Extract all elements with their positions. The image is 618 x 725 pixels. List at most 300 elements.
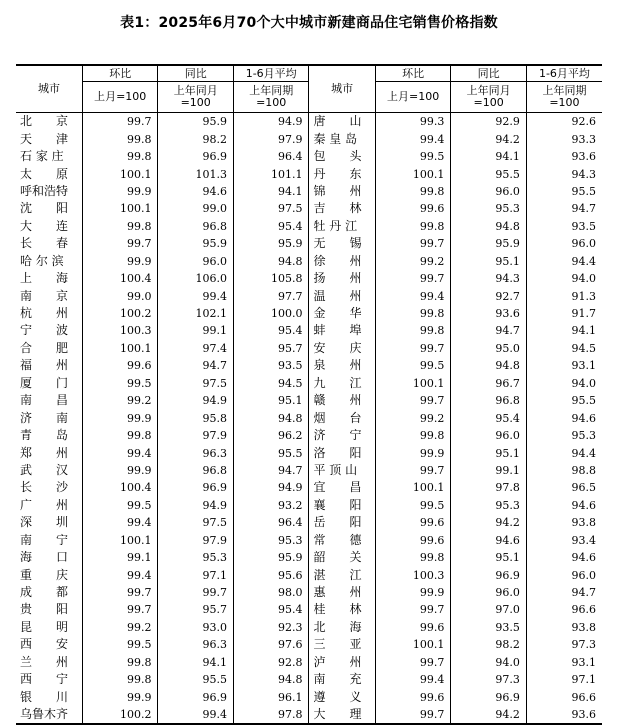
avg-value-right: 96.5	[526, 479, 602, 496]
city-name-left: 厦 门	[20, 375, 69, 390]
yoy-value-left: 99.4	[158, 287, 234, 304]
mom-value-right: 99.7	[375, 340, 451, 357]
avg-value-left: 97.7	[233, 287, 309, 304]
avg-value-left: 95.4	[233, 601, 309, 618]
yoy-value-right: 95.1	[451, 253, 527, 270]
city-name-right: 桂 林	[309, 601, 375, 618]
avg-value-right: 95.5	[526, 392, 602, 409]
yoy-value-left: 94.7	[158, 357, 234, 374]
city-name-right: 烟 台	[309, 409, 375, 426]
table-row	[16, 165, 602, 182]
mom-value-left: 100.2	[82, 706, 158, 724]
avg-value-left: 94.5	[233, 375, 309, 392]
mom-value-left: 100.1	[82, 165, 158, 182]
city-name-right: 无 锡	[309, 235, 375, 252]
city-name-right: 岳 阳	[309, 514, 375, 531]
mom-value-right: 99.8	[375, 183, 451, 200]
yoy-value-left: 98.2	[158, 130, 234, 147]
avg-value-right: 94.4	[526, 253, 602, 270]
yoy-value-right: 94.3	[451, 270, 527, 287]
mom-value-left: 99.2	[82, 619, 158, 636]
mom-value-right: 99.6	[375, 532, 451, 549]
yoy-value-right: 95.1	[451, 444, 527, 461]
mom-value-left: 99.7	[82, 584, 158, 601]
mom-value-right: 99.7	[375, 392, 451, 409]
city-name-right: 金 华	[309, 305, 375, 322]
yoy-value-left: 94.9	[158, 497, 234, 514]
city-name-right: 遵 义	[309, 688, 375, 705]
city-name-left: 合 肥	[20, 340, 69, 355]
mom-value-right: 100.1	[375, 375, 451, 392]
yoy-value-right: 96.9	[451, 688, 527, 705]
yoy-value-left: 99.1	[158, 322, 234, 339]
avg-value-left: 92.3	[233, 619, 309, 636]
avg-value-left: 95.4	[233, 322, 309, 339]
table-row	[16, 218, 602, 235]
yoy-value-left: 96.8	[158, 462, 234, 479]
yoy-value-left: 97.1	[158, 566, 234, 583]
mom-value-left: 99.2	[82, 392, 158, 409]
yoy-value-right: 93.5	[451, 619, 527, 636]
avg-value-left: 95.1	[233, 392, 309, 409]
avg-value-left: 94.8	[233, 671, 309, 688]
avg-header-right: 1-6月平均	[526, 65, 602, 82]
table-row	[16, 619, 602, 636]
yoy-value-right: 96.9	[451, 566, 527, 583]
yoy-value-right: 94.1	[451, 148, 527, 165]
yoy-value-right: 94.2	[451, 130, 527, 147]
mom-value-right: 99.4	[375, 287, 451, 304]
mom-value-right: 99.8	[375, 305, 451, 322]
mom-value-right: 99.2	[375, 409, 451, 426]
table-row	[16, 654, 602, 671]
mom-value-left: 99.7	[82, 601, 158, 618]
yoy-value-left: 95.9	[158, 235, 234, 252]
avg-value-left: 96.1	[233, 688, 309, 705]
yoy-value-right: 95.0	[451, 340, 527, 357]
table-title: 表1：2025年6月70个大中城市新建商品住宅销售价格指数	[120, 15, 498, 31]
city-name-right: 平 顶 山	[309, 462, 375, 479]
yoy-value-left: 96.9	[158, 148, 234, 165]
avg-value-left: 95.4	[233, 218, 309, 235]
avg-value-left: 94.7	[233, 462, 309, 479]
table-row	[16, 584, 602, 601]
mom-base-left: 上月=100	[82, 82, 158, 113]
yoy-value-left: 94.1	[158, 654, 234, 671]
city-name-right: 蚌 埠	[309, 322, 375, 339]
avg-value-right: 94.5	[526, 340, 602, 357]
mom-value-left: 99.0	[82, 287, 158, 304]
mom-value-left: 99.9	[82, 409, 158, 426]
table-row	[16, 409, 602, 426]
mom-value-right: 99.9	[375, 584, 451, 601]
avg-value-left: 97.5	[233, 200, 309, 217]
table-row	[16, 706, 602, 724]
yoy-value-left: 101.3	[158, 165, 234, 182]
mom-value-right: 99.7	[375, 462, 451, 479]
table-row	[16, 462, 602, 479]
yoy-value-left: 95.7	[158, 601, 234, 618]
avg-value-left: 96.2	[233, 427, 309, 444]
avg-value-right: 91.7	[526, 305, 602, 322]
avg-value-left: 95.7	[233, 340, 309, 357]
yoy-value-right: 95.3	[451, 497, 527, 514]
avg-value-right: 94.4	[526, 444, 602, 461]
city-name-right: 济 宁	[309, 427, 375, 444]
yoy-value-right: 94.2	[451, 706, 527, 724]
avg-value-left: 95.9	[233, 235, 309, 252]
yoy-value-left: 96.8	[158, 218, 234, 235]
mom-value-left: 99.8	[82, 148, 158, 165]
yoy-value-left: 97.9	[158, 427, 234, 444]
city-name-left: 天 津	[20, 131, 69, 146]
yoy-value-left: 95.8	[158, 409, 234, 426]
yoy-value-right: 94.6	[451, 532, 527, 549]
avg-value-right: 93.6	[526, 148, 602, 165]
mom-value-right: 99.6	[375, 688, 451, 705]
mom-value-left: 99.9	[82, 688, 158, 705]
yoy-value-left: 96.9	[158, 688, 234, 705]
mom-value-left: 99.9	[82, 183, 158, 200]
city-name-right: 徐 州	[309, 253, 375, 270]
yoy-value-right: 96.8	[451, 392, 527, 409]
mom-value-right: 99.6	[375, 619, 451, 636]
table-row	[16, 601, 602, 618]
mom-value-right: 99.7	[375, 601, 451, 618]
city-name-right: 常 德	[309, 532, 375, 549]
yoy-value-right: 94.7	[451, 322, 527, 339]
avg-value-left: 101.1	[233, 165, 309, 182]
mom-value-right: 99.4	[375, 130, 451, 147]
avg-value-right: 94.1	[526, 322, 602, 339]
table-row	[16, 340, 602, 357]
yoy-value-right: 96.0	[451, 584, 527, 601]
mom-value-left: 99.9	[82, 462, 158, 479]
table-row	[16, 636, 602, 653]
yoy-value-left: 95.3	[158, 549, 234, 566]
mom-value-right: 100.1	[375, 165, 451, 182]
table-header	[16, 65, 602, 113]
avg-base-right: 上年同期 =100	[526, 82, 602, 113]
city-name-left: 福 州	[20, 358, 69, 373]
yoy-value-left: 95.5	[158, 671, 234, 688]
yoy-value-right: 97.3	[451, 671, 527, 688]
table-row	[16, 688, 602, 705]
mom-value-left: 99.7	[82, 113, 158, 131]
city-name-left: 呼和浩特	[20, 183, 69, 198]
table-row	[16, 497, 602, 514]
avg-value-right: 93.3	[526, 130, 602, 147]
avg-value-right: 95.5	[526, 183, 602, 200]
avg-value-right: 94.6	[526, 549, 602, 566]
price-index-table	[16, 64, 602, 725]
yoy-value-right: 98.2	[451, 636, 527, 653]
mom-value-right: 99.7	[375, 270, 451, 287]
city-name-right: 韶 关	[309, 549, 375, 566]
city-name-right: 泉 州	[309, 357, 375, 374]
city-name-left: 西 宁	[20, 672, 69, 687]
city-name-right: 丹 东	[309, 165, 375, 182]
yoy-value-left: 106.0	[158, 270, 234, 287]
yoy-value-right: 93.6	[451, 305, 527, 322]
city-name-left: 兰 州	[20, 654, 69, 669]
city-name-right: 泸 州	[309, 654, 375, 671]
mom-value-left: 99.1	[82, 549, 158, 566]
mom-value-right: 99.3	[375, 113, 451, 131]
city-name-left: 长 沙	[20, 480, 69, 495]
city-name-left: 武 汉	[20, 462, 69, 477]
table-row	[16, 235, 602, 252]
mom-value-left: 99.8	[82, 427, 158, 444]
yoy-value-left: 96.3	[158, 636, 234, 653]
table-row	[16, 479, 602, 496]
avg-value-right: 96.6	[526, 601, 602, 618]
city-name-left: 西 安	[20, 637, 69, 652]
city-name-right: 惠 州	[309, 584, 375, 601]
city-name-right: 扬 州	[309, 270, 375, 287]
avg-value-right: 98.8	[526, 462, 602, 479]
avg-value-right: 94.6	[526, 497, 602, 514]
table-row	[16, 305, 602, 322]
mom-value-right: 99.7	[375, 235, 451, 252]
table-row	[16, 130, 602, 147]
table-row	[16, 113, 602, 131]
table-row	[16, 322, 602, 339]
table-row	[16, 375, 602, 392]
mom-value-left: 99.5	[82, 636, 158, 653]
yoy-value-left: 102.1	[158, 305, 234, 322]
avg-value-left: 94.9	[233, 479, 309, 496]
city-name-right: 洛 阳	[309, 444, 375, 461]
yoy-value-right: 99.1	[451, 462, 527, 479]
avg-value-left: 97.6	[233, 636, 309, 653]
yoy-value-left: 97.5	[158, 375, 234, 392]
mom-value-right: 99.6	[375, 514, 451, 531]
mom-value-right: 99.2	[375, 253, 451, 270]
yoy-value-left: 97.4	[158, 340, 234, 357]
avg-value-right: 93.8	[526, 619, 602, 636]
city-name-left: 南 宁	[20, 532, 69, 547]
avg-value-right: 97.1	[526, 671, 602, 688]
city-name-right: 唐 山	[309, 113, 375, 131]
city-name-left: 贵 阳	[20, 602, 69, 617]
avg-value-left: 96.4	[233, 148, 309, 165]
city-name-right: 九 江	[309, 375, 375, 392]
yoy-value-left: 95.9	[158, 113, 234, 131]
city-name-left: 大 连	[20, 218, 69, 233]
city-name-right: 大 理	[309, 706, 375, 724]
avg-value-left: 95.9	[233, 549, 309, 566]
avg-value-right: 93.6	[526, 706, 602, 724]
city-name-left: 石 家 庄	[20, 149, 64, 164]
avg-header-left: 1-6月平均	[233, 65, 309, 82]
mom-value-left: 99.6	[82, 357, 158, 374]
table-row	[16, 148, 602, 165]
table-row	[16, 357, 602, 374]
yoy-header-right: 同比	[451, 65, 527, 82]
yoy-base-left: 上年同月 =100	[158, 82, 234, 113]
avg-value-left: 93.2	[233, 497, 309, 514]
city-name-right: 秦 皇 岛	[309, 130, 375, 147]
city-name-right: 湛 江	[309, 566, 375, 583]
table-row	[16, 514, 602, 531]
yoy-value-right: 94.0	[451, 654, 527, 671]
city-name-left: 南 昌	[20, 393, 69, 408]
avg-value-left: 94.8	[233, 253, 309, 270]
avg-value-right: 97.3	[526, 636, 602, 653]
avg-value-left: 96.4	[233, 514, 309, 531]
yoy-value-right: 94.8	[451, 357, 527, 374]
city-name-left: 郑 州	[20, 445, 69, 460]
yoy-value-right: 95.3	[451, 200, 527, 217]
mom-value-left: 99.7	[82, 235, 158, 252]
city-name-left: 北 京	[20, 114, 69, 129]
mom-value-left: 99.8	[82, 130, 158, 147]
mom-value-left: 100.1	[82, 532, 158, 549]
avg-value-right: 91.3	[526, 287, 602, 304]
mom-value-right: 99.4	[375, 671, 451, 688]
city-name-left: 沈 阳	[20, 201, 69, 216]
avg-value-right: 93.8	[526, 514, 602, 531]
table-row	[16, 253, 602, 270]
mom-value-left: 100.3	[82, 322, 158, 339]
table-row	[16, 549, 602, 566]
city-name-right: 温 州	[309, 287, 375, 304]
city-name-left: 昆 明	[20, 619, 69, 634]
avg-value-right: 95.3	[526, 427, 602, 444]
mom-value-right: 99.8	[375, 427, 451, 444]
mom-value-left: 100.4	[82, 270, 158, 287]
mom-header-left: 环比	[82, 65, 158, 82]
city-header-left: 城市	[16, 65, 82, 113]
city-name-left: 乌鲁木齐	[16, 706, 82, 724]
city-name-left: 哈 尔 滨	[20, 253, 64, 268]
avg-value-right: 93.4	[526, 532, 602, 549]
yoy-value-left: 99.7	[158, 584, 234, 601]
avg-value-left: 94.8	[233, 409, 309, 426]
avg-value-right: 93.1	[526, 654, 602, 671]
yoy-value-right: 97.0	[451, 601, 527, 618]
city-name-left: 重 庆	[20, 567, 69, 582]
avg-value-left: 94.1	[233, 183, 309, 200]
yoy-value-left: 99.0	[158, 200, 234, 217]
city-name-right: 安 庆	[309, 340, 375, 357]
mom-value-right: 99.9	[375, 444, 451, 461]
yoy-value-right: 97.8	[451, 479, 527, 496]
city-name-left: 太 原	[20, 166, 69, 181]
city-name-right: 宜 昌	[309, 479, 375, 496]
yoy-value-right: 94.2	[451, 514, 527, 531]
avg-value-left: 100.0	[233, 305, 309, 322]
yoy-value-left: 96.3	[158, 444, 234, 461]
avg-base-left: 上年同期 =100	[233, 82, 309, 113]
city-name-left: 济 南	[20, 410, 69, 425]
yoy-value-left: 94.9	[158, 392, 234, 409]
city-name-left: 南 京	[20, 288, 69, 303]
mom-value-left: 99.4	[82, 514, 158, 531]
city-name-left: 成 都	[20, 585, 69, 600]
avg-value-left: 95.3	[233, 532, 309, 549]
mom-value-left: 100.4	[82, 479, 158, 496]
yoy-value-left: 96.0	[158, 253, 234, 270]
mom-value-left: 99.8	[82, 218, 158, 235]
avg-value-right: 92.6	[526, 113, 602, 131]
avg-value-right: 93.1	[526, 357, 602, 374]
mom-value-left: 100.1	[82, 340, 158, 357]
city-name-left: 深 圳	[20, 515, 69, 530]
city-name-left: 青 岛	[20, 428, 69, 443]
yoy-value-right: 94.8	[451, 218, 527, 235]
yoy-value-left: 99.4	[158, 706, 234, 724]
mom-base-right: 上月=100	[375, 82, 451, 113]
avg-value-left: 95.5	[233, 444, 309, 461]
avg-value-left: 97.8	[233, 706, 309, 724]
avg-value-right: 94.0	[526, 270, 602, 287]
table-row	[16, 566, 602, 583]
table-row	[16, 427, 602, 444]
mom-value-left: 99.8	[82, 654, 158, 671]
table-row	[16, 532, 602, 549]
city-name-right: 吉 林	[309, 200, 375, 217]
city-header-right: 城市	[309, 65, 375, 113]
table-row	[16, 287, 602, 304]
mom-value-right: 99.6	[375, 200, 451, 217]
mom-value-right: 100.1	[375, 479, 451, 496]
table-body	[16, 113, 602, 725]
mom-value-left: 99.8	[82, 671, 158, 688]
mom-value-left: 99.4	[82, 566, 158, 583]
avg-value-right: 96.6	[526, 688, 602, 705]
city-name-right: 北 海	[309, 619, 375, 636]
avg-value-left: 95.6	[233, 566, 309, 583]
mom-value-right: 99.5	[375, 357, 451, 374]
avg-value-right: 94.7	[526, 584, 602, 601]
table-row	[16, 671, 602, 688]
table-row	[16, 270, 602, 287]
city-name-right: 赣 州	[309, 392, 375, 409]
avg-value-right: 96.0	[526, 235, 602, 252]
avg-value-left: 97.9	[233, 130, 309, 147]
mom-value-left: 99.5	[82, 497, 158, 514]
city-name-right: 三 亚	[309, 636, 375, 653]
mom-value-right: 99.8	[375, 322, 451, 339]
mom-value-right: 99.8	[375, 218, 451, 235]
city-name-right: 包 头	[309, 148, 375, 165]
yoy-value-right: 95.9	[451, 235, 527, 252]
yoy-header-left: 同比	[158, 65, 234, 82]
yoy-base-right: 上年同月 =100	[451, 82, 527, 113]
yoy-value-left: 97.5	[158, 514, 234, 531]
city-name-left: 广 州	[20, 497, 69, 512]
yoy-value-left: 97.9	[158, 532, 234, 549]
yoy-value-right: 92.7	[451, 287, 527, 304]
mom-value-right: 100.3	[375, 566, 451, 583]
avg-value-right: 93.5	[526, 218, 602, 235]
avg-value-right: 94.0	[526, 375, 602, 392]
mom-value-left: 99.9	[82, 253, 158, 270]
yoy-value-left: 93.0	[158, 619, 234, 636]
mom-value-right: 99.5	[375, 497, 451, 514]
city-name-left: 宁 波	[20, 323, 69, 338]
table-row	[16, 444, 602, 461]
avg-value-right: 94.7	[526, 200, 602, 217]
mom-value-right: 99.7	[375, 706, 451, 724]
mom-value-left: 99.4	[82, 444, 158, 461]
yoy-value-left: 94.6	[158, 183, 234, 200]
avg-value-left: 105.8	[233, 270, 309, 287]
yoy-value-right: 95.5	[451, 165, 527, 182]
yoy-value-right: 92.9	[451, 113, 527, 131]
